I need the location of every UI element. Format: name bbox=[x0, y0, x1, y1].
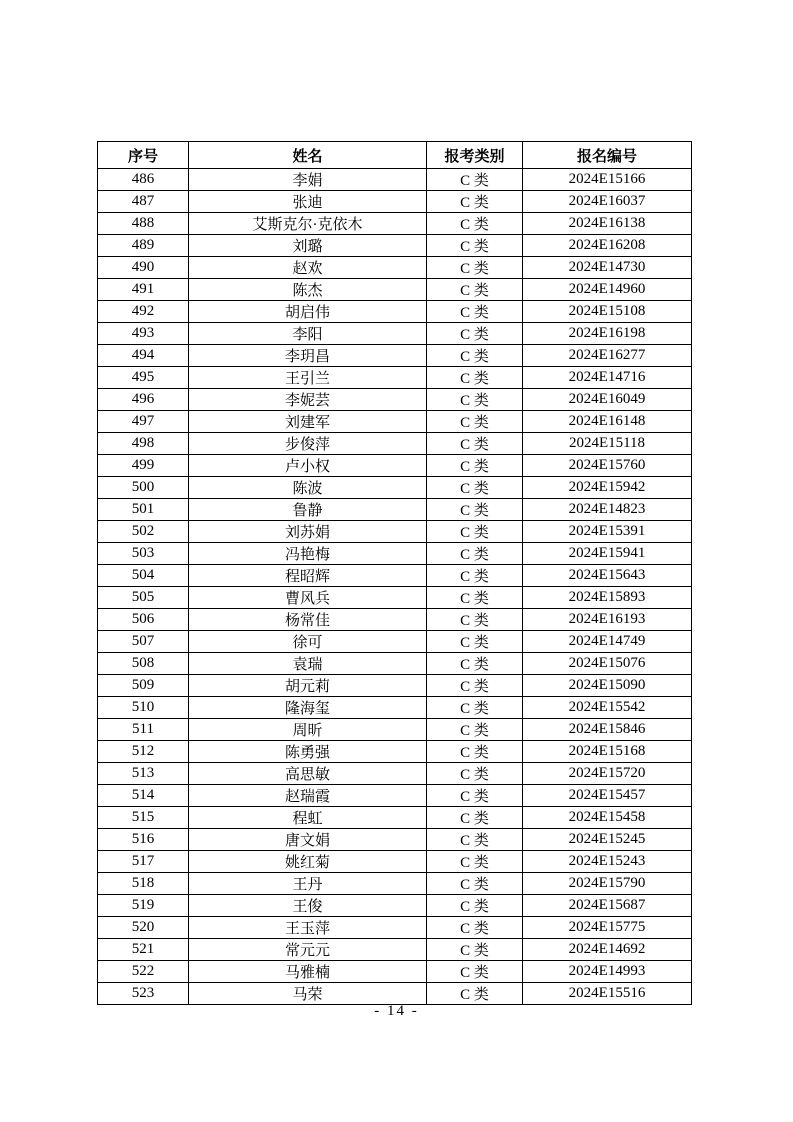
cell-exam-category: C 类 bbox=[427, 257, 523, 279]
cell-exam-category: C 类 bbox=[427, 389, 523, 411]
cell-name: 刘建军 bbox=[189, 411, 427, 433]
cell-registration-number: 2024E14960 bbox=[523, 279, 692, 301]
cell-name: 王俊 bbox=[189, 895, 427, 917]
cell-name: 王丹 bbox=[189, 873, 427, 895]
cell-exam-category: C 类 bbox=[427, 719, 523, 741]
table-row bbox=[98, 543, 692, 565]
cell-exam-category: C 类 bbox=[427, 345, 523, 367]
cell-serial-number: 490 bbox=[98, 257, 189, 279]
table-row bbox=[98, 829, 692, 851]
cell-serial-number: 487 bbox=[98, 191, 189, 213]
table-row bbox=[98, 257, 692, 279]
cell-exam-category: C 类 bbox=[427, 191, 523, 213]
cell-registration-number: 2024E14993 bbox=[523, 961, 692, 983]
table-row bbox=[98, 587, 692, 609]
header-serial-number: 序号 bbox=[98, 142, 189, 169]
header-exam-category: 报考类别 bbox=[427, 142, 523, 169]
cell-registration-number: 2024E15391 bbox=[523, 521, 692, 543]
table-row bbox=[98, 411, 692, 433]
table-row bbox=[98, 719, 692, 741]
cell-registration-number: 2024E15108 bbox=[523, 301, 692, 323]
cell-serial-number: 489 bbox=[98, 235, 189, 257]
cell-serial-number: 502 bbox=[98, 521, 189, 543]
cell-registration-number: 2024E16148 bbox=[523, 411, 692, 433]
cell-name: 李娟 bbox=[189, 169, 427, 191]
cell-serial-number: 508 bbox=[98, 653, 189, 675]
cell-registration-number: 2024E15168 bbox=[523, 741, 692, 763]
cell-exam-category: C 类 bbox=[427, 521, 523, 543]
cell-exam-category: C 类 bbox=[427, 741, 523, 763]
cell-exam-category: C 类 bbox=[427, 829, 523, 851]
table-row bbox=[98, 675, 692, 697]
cell-serial-number: 499 bbox=[98, 455, 189, 477]
cell-name: 卢小权 bbox=[189, 455, 427, 477]
table-row bbox=[98, 433, 692, 455]
cell-serial-number: 507 bbox=[98, 631, 189, 653]
cell-exam-category: C 类 bbox=[427, 653, 523, 675]
cell-registration-number: 2024E15720 bbox=[523, 763, 692, 785]
table-row bbox=[98, 851, 692, 873]
table-row bbox=[98, 345, 692, 367]
cell-registration-number: 2024E15090 bbox=[523, 675, 692, 697]
table-row bbox=[98, 807, 692, 829]
cell-name: 隆海玺 bbox=[189, 697, 427, 719]
cell-exam-category: C 类 bbox=[427, 895, 523, 917]
cell-serial-number: 513 bbox=[98, 763, 189, 785]
cell-name: 杨常佳 bbox=[189, 609, 427, 631]
cell-registration-number: 2024E15516 bbox=[523, 983, 692, 1005]
cell-exam-category: C 类 bbox=[427, 235, 523, 257]
cell-serial-number: 520 bbox=[98, 917, 189, 939]
cell-registration-number: 2024E16198 bbox=[523, 323, 692, 345]
cell-exam-category: C 类 bbox=[427, 411, 523, 433]
cell-name: 徐可 bbox=[189, 631, 427, 653]
cell-exam-category: C 类 bbox=[427, 477, 523, 499]
cell-serial-number: 506 bbox=[98, 609, 189, 631]
table-row bbox=[98, 697, 692, 719]
cell-name: 张迪 bbox=[189, 191, 427, 213]
cell-registration-number: 2024E15846 bbox=[523, 719, 692, 741]
table-row bbox=[98, 763, 692, 785]
cell-exam-category: C 类 bbox=[427, 279, 523, 301]
cell-name: 王玉萍 bbox=[189, 917, 427, 939]
cell-serial-number: 515 bbox=[98, 807, 189, 829]
cell-registration-number: 2024E15942 bbox=[523, 477, 692, 499]
cell-registration-number: 2024E15245 bbox=[523, 829, 692, 851]
cell-serial-number: 516 bbox=[98, 829, 189, 851]
cell-serial-number: 493 bbox=[98, 323, 189, 345]
cell-exam-category: C 类 bbox=[427, 697, 523, 719]
table-row bbox=[98, 367, 692, 389]
cell-exam-category: C 类 bbox=[427, 499, 523, 521]
cell-name: 陈杰 bbox=[189, 279, 427, 301]
cell-exam-category: C 类 bbox=[427, 675, 523, 697]
table-row bbox=[98, 895, 692, 917]
cell-registration-number: 2024E14730 bbox=[523, 257, 692, 279]
cell-name: 程昭辉 bbox=[189, 565, 427, 587]
cell-serial-number: 503 bbox=[98, 543, 189, 565]
cell-registration-number: 2024E16193 bbox=[523, 609, 692, 631]
table-row bbox=[98, 653, 692, 675]
cell-exam-category: C 类 bbox=[427, 851, 523, 873]
cell-exam-category: C 类 bbox=[427, 213, 523, 235]
header-registration-number: 报名编号 bbox=[523, 142, 692, 169]
table-row bbox=[98, 301, 692, 323]
table-row bbox=[98, 323, 692, 345]
table-row bbox=[98, 235, 692, 257]
cell-exam-category: C 类 bbox=[427, 631, 523, 653]
cell-name: 李阳 bbox=[189, 323, 427, 345]
table-row bbox=[98, 565, 692, 587]
cell-serial-number: 504 bbox=[98, 565, 189, 587]
cell-serial-number: 514 bbox=[98, 785, 189, 807]
cell-name: 常元元 bbox=[189, 939, 427, 961]
cell-name: 周昕 bbox=[189, 719, 427, 741]
cell-name: 步俊萍 bbox=[189, 433, 427, 455]
cell-name: 陈波 bbox=[189, 477, 427, 499]
cell-name: 曹风兵 bbox=[189, 587, 427, 609]
cell-registration-number: 2024E16037 bbox=[523, 191, 692, 213]
cell-name: 刘璐 bbox=[189, 235, 427, 257]
cell-serial-number: 511 bbox=[98, 719, 189, 741]
table-row bbox=[98, 961, 692, 983]
table-row bbox=[98, 477, 692, 499]
cell-registration-number: 2024E15118 bbox=[523, 433, 692, 455]
cell-exam-category: C 类 bbox=[427, 983, 523, 1005]
cell-serial-number: 486 bbox=[98, 169, 189, 191]
cell-registration-number: 2024E15458 bbox=[523, 807, 692, 829]
header-name: 姓名 bbox=[189, 142, 427, 169]
cell-serial-number: 492 bbox=[98, 301, 189, 323]
cell-registration-number: 2024E14692 bbox=[523, 939, 692, 961]
cell-name: 袁瑞 bbox=[189, 653, 427, 675]
cell-name: 马雅楠 bbox=[189, 961, 427, 983]
cell-serial-number: 523 bbox=[98, 983, 189, 1005]
cell-registration-number: 2024E15893 bbox=[523, 587, 692, 609]
cell-serial-number: 496 bbox=[98, 389, 189, 411]
table-row bbox=[98, 279, 692, 301]
cell-exam-category: C 类 bbox=[427, 301, 523, 323]
cell-name: 艾斯克尔·克依木 bbox=[189, 213, 427, 235]
cell-serial-number: 510 bbox=[98, 697, 189, 719]
cell-serial-number: 491 bbox=[98, 279, 189, 301]
cell-exam-category: C 类 bbox=[427, 917, 523, 939]
cell-exam-category: C 类 bbox=[427, 565, 523, 587]
cell-exam-category: C 类 bbox=[427, 367, 523, 389]
table-body bbox=[98, 169, 692, 1005]
cell-registration-number: 2024E15643 bbox=[523, 565, 692, 587]
table-row bbox=[98, 455, 692, 477]
cell-name: 赵欢 bbox=[189, 257, 427, 279]
cell-name: 陈勇强 bbox=[189, 741, 427, 763]
cell-name: 赵瑞霞 bbox=[189, 785, 427, 807]
table-row bbox=[98, 191, 692, 213]
table-row bbox=[98, 169, 692, 191]
cell-exam-category: C 类 bbox=[427, 169, 523, 191]
cell-exam-category: C 类 bbox=[427, 763, 523, 785]
cell-exam-category: C 类 bbox=[427, 455, 523, 477]
cell-serial-number: 488 bbox=[98, 213, 189, 235]
cell-serial-number: 494 bbox=[98, 345, 189, 367]
cell-name: 李玥昌 bbox=[189, 345, 427, 367]
cell-name: 王引兰 bbox=[189, 367, 427, 389]
cell-name: 冯艳梅 bbox=[189, 543, 427, 565]
cell-registration-number: 2024E14749 bbox=[523, 631, 692, 653]
cell-registration-number: 2024E14716 bbox=[523, 367, 692, 389]
cell-exam-category: C 类 bbox=[427, 543, 523, 565]
table-row bbox=[98, 917, 692, 939]
cell-serial-number: 495 bbox=[98, 367, 189, 389]
cell-name: 鲁静 bbox=[189, 499, 427, 521]
cell-name: 李妮芸 bbox=[189, 389, 427, 411]
table-row bbox=[98, 983, 692, 1005]
cell-registration-number: 2024E15243 bbox=[523, 851, 692, 873]
cell-serial-number: 498 bbox=[98, 433, 189, 455]
cell-serial-number: 517 bbox=[98, 851, 189, 873]
cell-serial-number: 521 bbox=[98, 939, 189, 961]
cell-name: 马荣 bbox=[189, 983, 427, 1005]
cell-registration-number: 2024E15790 bbox=[523, 873, 692, 895]
cell-serial-number: 519 bbox=[98, 895, 189, 917]
cell-serial-number: 497 bbox=[98, 411, 189, 433]
cell-serial-number: 501 bbox=[98, 499, 189, 521]
cell-name: 胡元莉 bbox=[189, 675, 427, 697]
cell-serial-number: 500 bbox=[98, 477, 189, 499]
cell-name: 胡启伟 bbox=[189, 301, 427, 323]
cell-exam-category: C 类 bbox=[427, 807, 523, 829]
table-row bbox=[98, 521, 692, 543]
cell-name: 刘苏娟 bbox=[189, 521, 427, 543]
cell-name: 姚红菊 bbox=[189, 851, 427, 873]
table-header-row bbox=[98, 142, 692, 169]
cell-registration-number: 2024E16138 bbox=[523, 213, 692, 235]
cell-registration-number: 2024E16277 bbox=[523, 345, 692, 367]
cell-name: 唐文娟 bbox=[189, 829, 427, 851]
cell-serial-number: 518 bbox=[98, 873, 189, 895]
table-row bbox=[98, 939, 692, 961]
cell-serial-number: 512 bbox=[98, 741, 189, 763]
table-row bbox=[98, 785, 692, 807]
cell-exam-category: C 类 bbox=[427, 609, 523, 631]
cell-exam-category: C 类 bbox=[427, 323, 523, 345]
cell-registration-number: 2024E15076 bbox=[523, 653, 692, 675]
cell-exam-category: C 类 bbox=[427, 961, 523, 983]
cell-serial-number: 522 bbox=[98, 961, 189, 983]
cell-registration-number: 2024E15542 bbox=[523, 697, 692, 719]
table-row bbox=[98, 213, 692, 235]
cell-name: 程虹 bbox=[189, 807, 427, 829]
cell-name: 高思敏 bbox=[189, 763, 427, 785]
cell-exam-category: C 类 bbox=[427, 433, 523, 455]
cell-registration-number: 2024E15687 bbox=[523, 895, 692, 917]
cell-registration-number: 2024E16049 bbox=[523, 389, 692, 411]
cell-serial-number: 505 bbox=[98, 587, 189, 609]
cell-exam-category: C 类 bbox=[427, 873, 523, 895]
page-number: - 14 - bbox=[374, 1003, 419, 1019]
cell-exam-category: C 类 bbox=[427, 939, 523, 961]
table-row bbox=[98, 389, 692, 411]
table-row bbox=[98, 741, 692, 763]
table-row bbox=[98, 873, 692, 895]
cell-registration-number: 2024E15166 bbox=[523, 169, 692, 191]
cell-registration-number: 2024E15941 bbox=[523, 543, 692, 565]
cell-registration-number: 2024E15760 bbox=[523, 455, 692, 477]
table-row bbox=[98, 499, 692, 521]
table-header bbox=[98, 142, 692, 169]
cell-exam-category: C 类 bbox=[427, 587, 523, 609]
table-row bbox=[98, 631, 692, 653]
cell-serial-number: 509 bbox=[98, 675, 189, 697]
cell-registration-number: 2024E15457 bbox=[523, 785, 692, 807]
registration-roster-table bbox=[97, 141, 692, 1005]
cell-registration-number: 2024E16208 bbox=[523, 235, 692, 257]
cell-registration-number: 2024E14823 bbox=[523, 499, 692, 521]
table-row bbox=[98, 609, 692, 631]
cell-exam-category: C 类 bbox=[427, 785, 523, 807]
cell-registration-number: 2024E15775 bbox=[523, 917, 692, 939]
